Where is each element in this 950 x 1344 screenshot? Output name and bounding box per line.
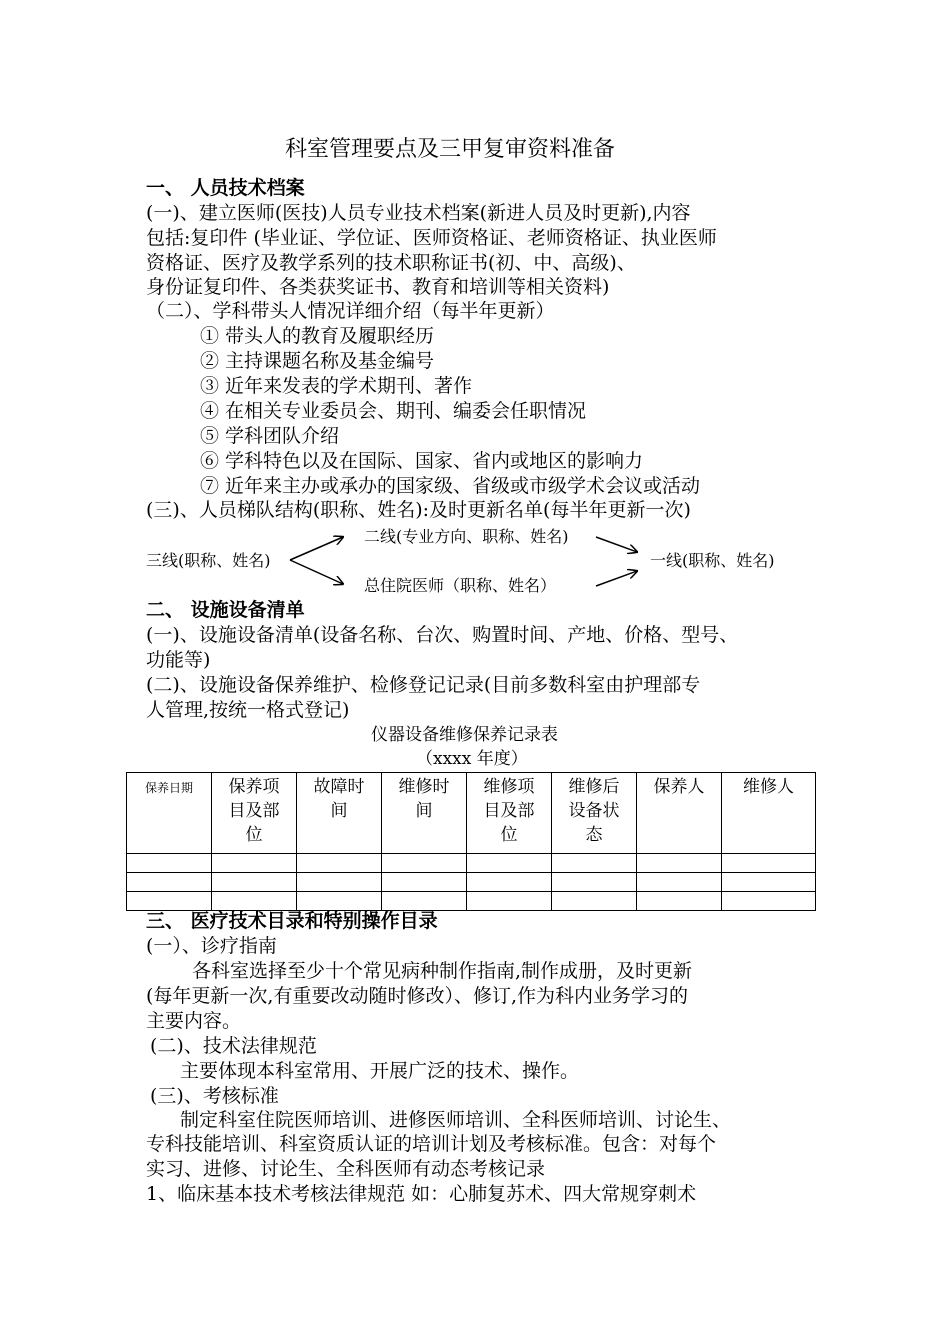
header-repair-time: 维修时 间 [382,773,467,854]
arrow-to-resident [290,560,343,584]
table-row [127,892,816,911]
paragraph-line: 实习、进修、讨论生、全科医师有动态考核记录 [146,1158,546,1180]
table-cell[interactable] [127,854,212,873]
paragraph-line: 主要体现本科室常用、开展广泛的技术、操作。 [180,1060,580,1082]
table-cell[interactable] [637,892,722,911]
list-item: ① 带头人的教育及履职经历 [200,325,435,347]
table-cell[interactable] [297,854,382,873]
list-item: ⑤ 学科团队介绍 [200,425,340,447]
paragraph-line: (一)、设施设备清单(设备名称、台次、购置时间、产地、价格、型号、 [146,624,739,646]
table-cell[interactable] [127,873,212,892]
subsection-heading: (三)、考核标准 [150,1085,279,1107]
header-maintainer: 保养人 [637,773,722,854]
table-header-row [127,773,816,854]
arrow-to-second-line [290,537,343,560]
table-cell[interactable] [722,854,816,873]
paragraph-line: 功能等) [146,649,211,671]
table-cell[interactable] [637,873,722,892]
header-repairer: 维修人 [722,773,816,854]
document-title: 科室管理要点及三甲复审资料准备 [285,137,616,162]
header-repair-item: 维修项 目及部 位 [467,773,552,854]
table-cell[interactable] [212,892,297,911]
header-maintenance-item: 保养项 目及部 位 [212,773,297,854]
diagram-first-line: 一线(职称、姓名) [650,551,775,570]
table-cell[interactable] [382,873,467,892]
maintenance-record-table [126,772,816,911]
table-cell[interactable] [212,854,297,873]
table-subtitle: （xxxx 年度） [416,749,528,769]
paragraph-line: (每年更新一次,有重要改动随时修改）、修订,作为科内业务学习的 [146,985,688,1007]
list-item: ⑥ 学科特色以及在国际、国家、省内或地区的影响力 [200,450,644,472]
table-cell[interactable] [722,873,816,892]
subsection-heading: (一）、诊疗指南 [146,935,277,957]
table-cell[interactable] [212,873,297,892]
paragraph-line: 资格证、医疗及教学系列的技术职称证书(初、中、高级)、 [146,252,636,274]
paragraph-line: 各科室选择至少十个常见病种制作指南,制作成册，及时更新 [192,960,693,982]
subsection-heading: （二）、学科带头人情况详细介绍（每半年更新） [146,300,555,322]
header-post-repair-status: 维修后 设备状 态 [552,773,637,854]
paragraph-line: (一)、建立医师(医技)人员专业技术档案(新进人员及时更新),内容 [146,202,691,224]
section-1-heading: 一、 人员技术档案 [146,177,305,199]
table-title: 仪器设备维修保养记录表 [371,725,558,745]
section-2-heading: 二、 设施设备清单 [146,599,305,621]
paragraph-line: 专科技能培训、科室资质认证的培训计划及考核标准。包含：对每个 [146,1133,717,1155]
paragraph-line: 制定科室住院医师培训、进修医师培训、全科医师培训、讨论生、 [180,1109,732,1131]
paragraph-line: 身份证复印件、各类获奖证书、教育和培训等相关资料) [146,276,610,298]
table-cell[interactable] [382,854,467,873]
table-row [127,854,816,873]
table-cell[interactable] [127,892,212,911]
arrow-resident-to-first [596,571,637,586]
diagram-resident: 总住院医师（职称、姓名） [364,576,557,595]
table-cell[interactable] [467,892,552,911]
table-cell[interactable] [467,873,552,892]
header-fault-time: 故障时 间 [297,773,382,854]
table-cell[interactable] [552,854,637,873]
subsection-heading: (二)、技术法律规范 [150,1035,317,1057]
diagram-second-line: 二线(专业方向、职称、姓名) [364,527,569,546]
table-cell[interactable] [297,892,382,911]
table-cell[interactable] [637,854,722,873]
arrow-second-to-first [596,537,637,552]
paragraph-line: 人管理,按统一格式登记) [146,699,350,721]
diagram-third-line: 三线(职称、姓名) [146,551,271,570]
table-cell[interactable] [297,873,382,892]
section-3-heading: 三、 医疗技术目录和特别操作目录 [146,910,438,932]
subsection-heading: (三)、人员梯队结构(职称、姓名):及时更新名单(每半年更新一次) [146,499,691,521]
table-cell[interactable] [382,892,467,911]
paragraph-line: (二)、设施设备保养维护、检修登记记录(目前多数科室由护理部专 [146,674,701,696]
table-cell[interactable] [722,892,816,911]
list-item: ④ 在相关专业委员会、期刊、编委会任职情况 [200,400,587,422]
table-cell[interactable] [552,892,637,911]
paragraph-line: 主要内容。 [146,1010,242,1032]
table-cell[interactable] [552,873,637,892]
table-cell[interactable] [467,854,552,873]
paragraph-line: 1、临床基本技术考核法律规范 如：心肺复苏术、四大常规穿刺术 [146,1183,697,1205]
paragraph-line: 包括:复印件 (毕业证、学位证、医师资格证、老师资格证、执业医师 [146,227,717,249]
list-item: ⑦ 近年来主办或承办的国家级、省级或市级学术会议或活动 [200,475,701,497]
table-row [127,873,816,892]
header-maintenance-date: 保养日期 [127,773,212,854]
list-item: ② 主持课题名称及基金编号 [200,350,435,372]
list-item: ③ 近年来发表的学术期刊、著作 [200,375,473,397]
